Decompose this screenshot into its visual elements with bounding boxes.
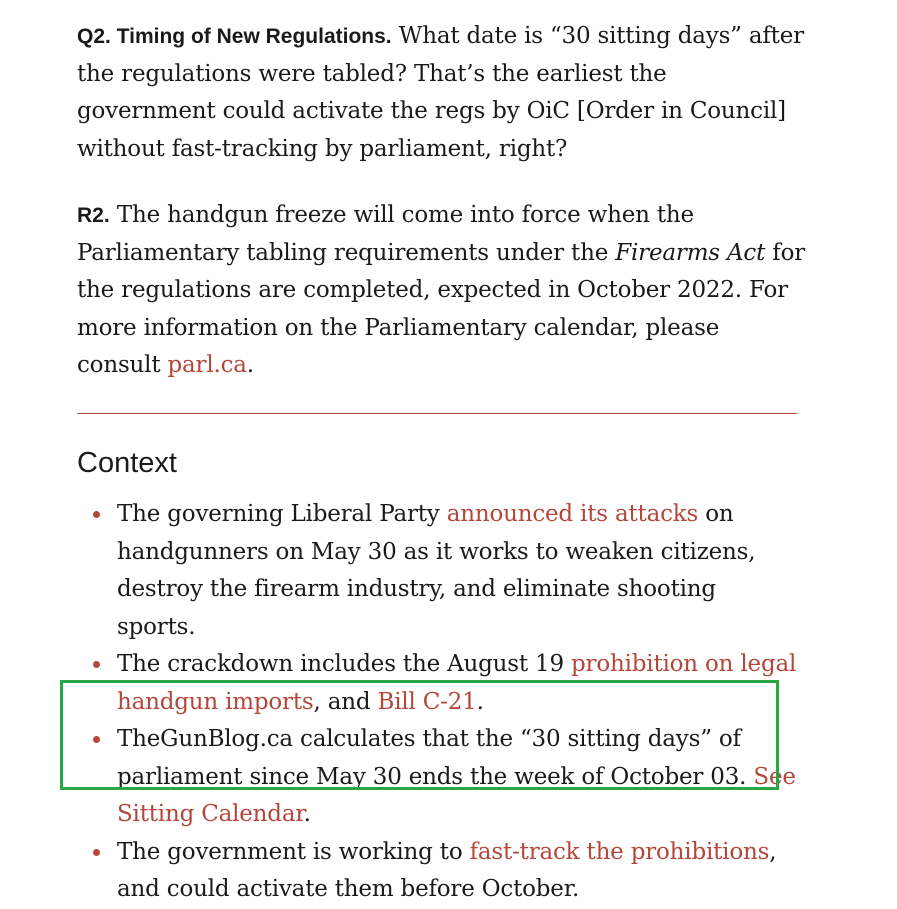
context-heading: Context [77, 447, 177, 479]
bill-c21-link[interactable]: Bill C-21 [377, 688, 477, 715]
bullet-text: The government is working to [117, 838, 463, 865]
parl-link[interactable]: parl.ca [167, 352, 247, 378]
r2-text-2: for the regulations are completed, expected in October 2022. For more information on the Parliamentary calendar, please consult [77, 239, 806, 378]
announced-attacks-link[interactable]: announced its attacks [446, 501, 699, 527]
context-list [117, 496, 797, 909]
bullet-icon [93, 511, 100, 518]
sitting-calendar-link[interactable]: See Sitting Calendar [117, 763, 796, 827]
bullet-text: on handgunners on May 30 as it works to weaken citizens, destroy the firearm industry, and eliminate shooting sports. [117, 501, 756, 640]
r2-end: . [246, 352, 254, 378]
q2-paragraph [77, 18, 807, 168]
bullet-text: , and [313, 688, 371, 715]
section-divider [77, 413, 797, 414]
list-item [117, 721, 797, 834]
bullet-text: , and could activate them before October. [117, 838, 777, 902]
q2-text: What date is “30 sitting days” after the regulations were tabled? That’s the earliest the government could activate the regs by OiC [Order in Council] without fast-tracking by parliament, right? [77, 23, 804, 162]
list-item [117, 646, 797, 721]
import-prohibition-link[interactable]: prohibition on legal handgun imports [117, 651, 797, 715]
bullet-text: TheGunBlog.ca calculates that the “30 sitting days” of parliament since May 30 ends the week of October 03. [117, 726, 747, 790]
bullet-text: The crackdown includes the August 19 [117, 651, 564, 677]
act-name: Firearms Act [615, 239, 766, 266]
bullet-icon [93, 661, 100, 668]
fast-track-link[interactable]: fast-track the prohibitions [469, 838, 770, 865]
list-item [117, 496, 797, 646]
bullet-icon [93, 849, 100, 856]
article-content [77, 18, 807, 385]
bullet-text: . [476, 688, 484, 715]
r2-paragraph [77, 197, 807, 385]
r2-label: R2. [77, 204, 110, 227]
q2-label: Q2. Timing of New Regulations. [77, 25, 392, 48]
list-item [117, 834, 797, 909]
bullet-text: . [303, 801, 311, 827]
bullet-text: The governing Liberal Party [117, 501, 440, 527]
r2-text-1: The handgun freeze will come into force when the Parliamentary tabling requirements under the [77, 202, 694, 266]
bullet-icon [93, 736, 100, 743]
